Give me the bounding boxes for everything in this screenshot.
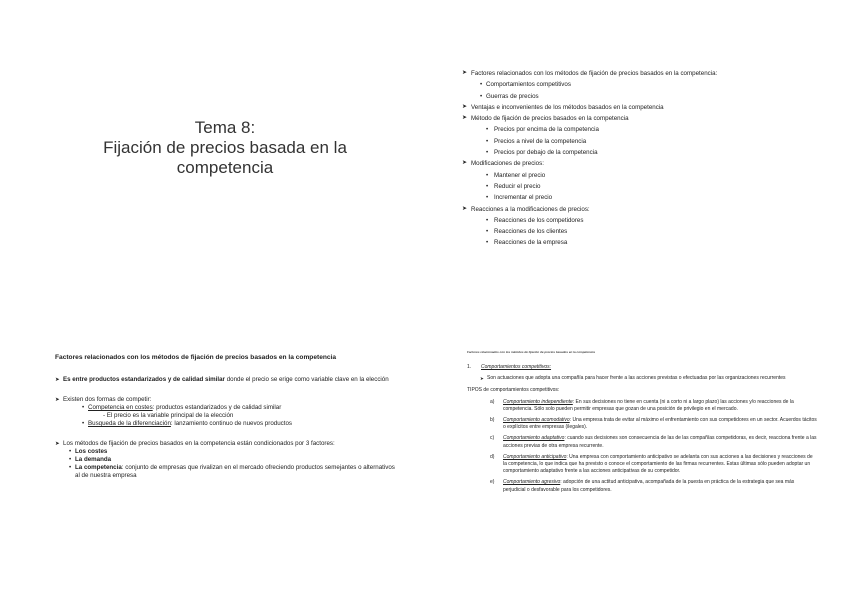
note-line: - El precio es la variable principal de la elección: [103, 412, 234, 419]
outline-subitem: • Reacciones de los clientes: [462, 226, 822, 237]
paragraph-text: donde el precio se erige como variable clave en la elección: [224, 376, 389, 383]
section-title: [467, 364, 817, 371]
slide-outline: [462, 68, 822, 249]
item-letter: d): [490, 453, 495, 460]
bullet-paragraph: ➤ Existen dos formas de competir:: [55, 396, 400, 404]
types-label: TIPOS de comportamientos competitivos:: [467, 387, 560, 394]
sub-bullet: [55, 456, 400, 464]
outline-subitem: • Precios por debajo de la competencia: [462, 147, 822, 158]
outline-item: ➤ Método de fijación de precios basados en la competencia: [462, 113, 822, 124]
behaviour-item: [467, 399, 817, 413]
item-letter: c): [490, 435, 495, 442]
title-line-3: competencia: [176, 158, 274, 177]
item-letter: b): [490, 417, 495, 424]
item-desc: : En sus decisiones no tiene en cuenta (ni a corto ni a largo plazo) las acciones y/o reacciones de la competencia. Sólo solo pueden permitir empresas que gozan de una posición de privilegio en el mercado.: [503, 398, 794, 412]
bold-text: Es entre productos estandarizados y de calidad similar: [63, 376, 225, 383]
factor: Los costes: [75, 448, 108, 455]
behaviour-item: [467, 454, 817, 476]
slide-title-text: [60, 118, 390, 178]
factor-desc: : conjunto de empresas que rivalizan en el mercado ofreciendo productos semejantes o alternativos al de nuestra empresa: [75, 464, 395, 479]
outline-subitem: • Precios a nivel de la competencia: [462, 136, 822, 147]
factor: La demanda: [75, 456, 112, 463]
slide-factors: [55, 354, 400, 480]
factor: La competencia: [75, 464, 122, 471]
outline-subitem: • Guerras de precios: [462, 91, 822, 102]
behaviour-item: [467, 435, 817, 449]
slide-header: Factores relacionados con los métodos de fijación de precios basados en la competencia: [467, 350, 595, 354]
outline-item: ➤ Reacciones a la modificaciones de precios:: [462, 204, 822, 215]
bullet-paragraph: [55, 376, 400, 384]
outline-subitem: • Mantener el precio: [462, 170, 822, 181]
slide-behaviours: [467, 350, 817, 498]
behaviour-item: [467, 417, 817, 431]
term-desc: : lanzamiento continuo de nuevos productos: [170, 420, 292, 427]
item-letter: e): [490, 479, 495, 486]
behaviour-item: [467, 479, 817, 493]
item-term: Comportamiento agresivo: [503, 479, 561, 486]
term: Busqueda de la diferenciación: [88, 420, 171, 427]
outline-subitem: • Incrementar el precio: [462, 192, 822, 203]
title-line-1: Tema 8:: [194, 118, 256, 137]
item-term: Comportamiento independiente: [503, 398, 573, 405]
item-letter: a): [490, 398, 495, 405]
section-number: 1.: [467, 364, 472, 370]
item-term: Comportamiento anticipativo: [503, 453, 567, 460]
sub-bullet: [55, 448, 400, 456]
intro-bullet: ➤ Son actuaciones que adopta una compañía para hacer frente a las acciones previstas o efectuadas por las organizaciones recurrentes: [467, 375, 817, 382]
item-term: Comportamiento adaptativo: [503, 435, 565, 442]
title-line-2: Fijación de precios basada en la: [103, 138, 347, 157]
term: Competencia en costes: [88, 404, 153, 411]
item-desc: : cuando sus decisiones son consecuencia de las de las compañías competidoras, es decir, reacciona frente a las acciones previas de otra empresa recurrente.: [503, 435, 817, 449]
sub-bullet: [55, 404, 400, 412]
item-desc: : adopción de una actitud anticipativa, acompañada de la puesta en práctica de la estrategia que sea más perjudicial o desfavorable para los competidores.: [503, 479, 795, 493]
outline-item: ➤ Ventajas e inconvenientes de los métodos basados en la competencia: [462, 102, 822, 113]
item-desc: : Una empresa trata de evitar al máximo el enfrentamiento con sus competidores en un sector. Acuerdos tácitos o explícitos entre empresas (ilegales).: [503, 417, 817, 431]
sub-bullet: [55, 464, 400, 480]
outline-subitem: • Reducir el precio: [462, 181, 822, 192]
sub-bullet: [55, 420, 400, 428]
outline-subitem: • Comportamientos competitivos: [462, 79, 822, 90]
term-desc: : productos estandarizados y de calidad similar: [152, 404, 282, 411]
slide-title: [0, 0, 424, 300]
outline-subitem: • Reacciones de la empresa: [462, 237, 822, 248]
outline-item: ➤ Modificaciones de precios:: [462, 158, 822, 169]
slide-heading: Factores relacionados con los métodos de fijación de precios basados en la competencia: [55, 354, 337, 361]
outline-item: ➤ Factores relacionados con los métodos de fijación de precios basados en la competencia:: [462, 68, 822, 79]
item-term: Comportamiento acomodativo: [503, 417, 570, 424]
section-title-text: Comportamientos competitivos:: [481, 364, 552, 370]
outline-subitem: • Precios por encima de la competencia: [462, 124, 822, 135]
bullet-paragraph: ➤ Los métodos de fijación de precios basados en la competencia están condicionados por 3 factores:: [55, 440, 400, 448]
item-desc: : Una empresa con comportamiento anticipativo se adelanta con sus acciones a las decisiones y reacciones de la competencia, lo que indica que ha previsto o conoce el comportamiento de las firmas recurrentes. Estas últimas sólo pueden adoptar un comportamiento adaptativo frente a las acciones anticipativas de su competidor.: [503, 453, 813, 475]
outline-subitem: • Reacciones de los competidores: [462, 215, 822, 226]
